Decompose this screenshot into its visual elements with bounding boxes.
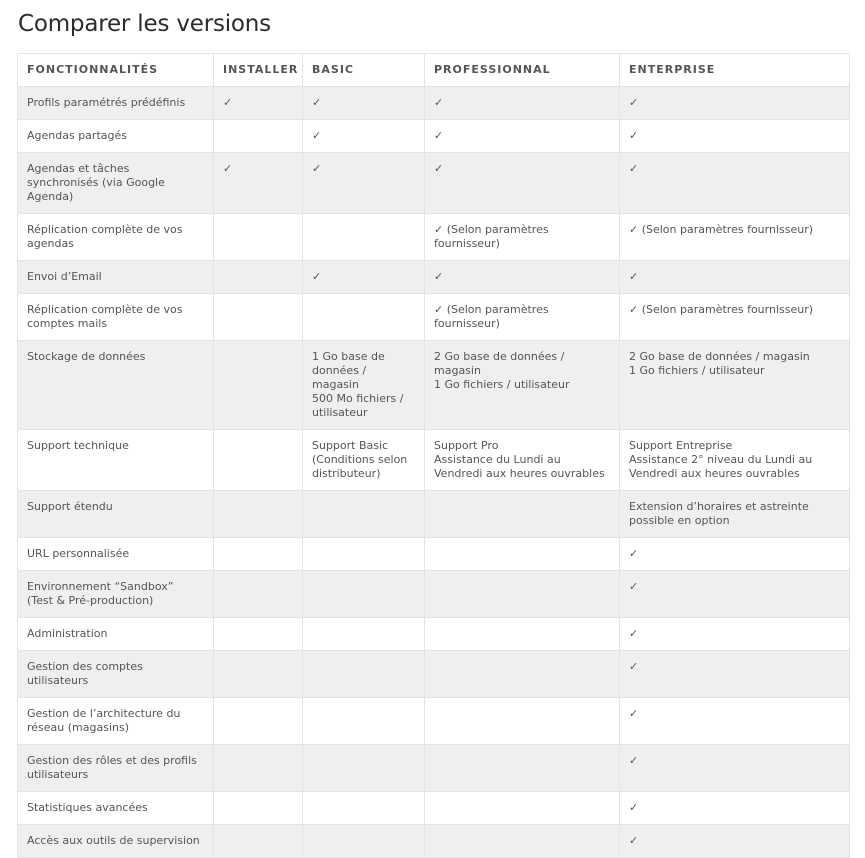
cell-professionnal — [425, 792, 620, 825]
cell-basic — [303, 571, 425, 618]
feature-label: Agendas et tâches synchronisés (via Google Agenda) — [27, 162, 165, 203]
cell-enterprise — [620, 214, 850, 261]
feature-label: Réplication complète de vos comptes mails — [27, 303, 183, 330]
cell-professionnal — [425, 745, 620, 792]
cell-feature — [18, 745, 214, 792]
check-icon: ✓ — [434, 129, 444, 142]
check-icon: ✓ — [629, 162, 639, 175]
table-row — [18, 698, 850, 745]
cell-professionnal — [425, 261, 620, 294]
feature-label: Gestion de l’architecture du réseau (magasins) — [27, 707, 181, 734]
cell-installer — [214, 153, 303, 214]
cell-installer — [214, 261, 303, 294]
cell-basic — [303, 825, 425, 858]
feature-label: Réplication complète de vos agendas — [27, 223, 183, 250]
cell-basic — [303, 153, 425, 214]
cell-value: ✓ (Selon paramètres fournisseur) — [434, 303, 549, 330]
table-row — [18, 618, 850, 651]
cell-installer — [214, 294, 303, 341]
feature-label: Support technique — [27, 439, 129, 452]
cell-feature — [18, 430, 214, 491]
feature-label: Support étendu — [27, 500, 113, 513]
cell-professionnal — [425, 153, 620, 214]
check-icon: ✓ — [223, 162, 233, 175]
cell-professionnal — [425, 825, 620, 858]
check-icon: ✓ — [312, 96, 322, 109]
check-icon: ✓ — [629, 801, 639, 814]
cell-enterprise — [620, 153, 850, 214]
cell-professionnal — [425, 214, 620, 261]
check-icon: ✓ — [312, 162, 322, 175]
cell-enterprise — [620, 87, 850, 120]
feature-label: Stockage de données — [27, 350, 146, 363]
table-header-row — [18, 54, 850, 87]
cell-feature — [18, 698, 214, 745]
cell-installer — [214, 214, 303, 261]
cell-installer — [214, 651, 303, 698]
feature-label: Administration — [27, 627, 108, 640]
check-icon: ✓ — [629, 129, 639, 142]
header-fonctionnalites: FONCTIONNALITÉS — [18, 54, 214, 87]
cell-basic — [303, 294, 425, 341]
table-row — [18, 341, 850, 430]
cell-enterprise — [620, 618, 850, 651]
check-icon: ✓ — [312, 129, 322, 142]
table-row — [18, 651, 850, 698]
check-icon: ✓ — [629, 270, 639, 283]
table-row — [18, 261, 850, 294]
cell-installer — [214, 430, 303, 491]
cell-professionnal — [425, 651, 620, 698]
cell-enterprise — [620, 341, 850, 430]
table-row — [18, 825, 850, 858]
cell-professionnal — [425, 87, 620, 120]
feature-label: Statistiques avancées — [27, 801, 148, 814]
page-title: Comparer les versions — [18, 11, 271, 37]
cell-feature — [18, 792, 214, 825]
cell-enterprise — [620, 538, 850, 571]
check-icon: ✓ — [629, 580, 639, 593]
check-icon: ✓ — [629, 547, 639, 560]
cell-professionnal — [425, 120, 620, 153]
cell-feature — [18, 214, 214, 261]
check-icon: ✓ — [629, 834, 639, 847]
cell-professionnal — [425, 571, 620, 618]
cell-installer — [214, 538, 303, 571]
table-row — [18, 87, 850, 120]
cell-enterprise — [620, 294, 850, 341]
cell-professionnal — [425, 341, 620, 430]
check-icon: ✓ — [629, 96, 639, 109]
check-icon: ✓ — [312, 270, 322, 283]
table-body — [18, 87, 850, 858]
cell-feature — [18, 651, 214, 698]
cell-basic — [303, 491, 425, 538]
cell-professionnal — [425, 698, 620, 745]
cell-feature — [18, 618, 214, 651]
cell-installer — [214, 491, 303, 538]
table-row — [18, 792, 850, 825]
cell-installer — [214, 745, 303, 792]
feature-label: Envoi d’Email — [27, 270, 102, 283]
cell-value: ✓ (Selon paramètres fournisseur) — [629, 223, 814, 236]
header-enterprise: ENTERPRISE — [620, 54, 850, 87]
cell-feature — [18, 153, 214, 214]
cell-value: Support Entreprise Assistance 2° niveau du Lundi au Vendredi aux heures ouvrables — [629, 439, 813, 480]
cell-basic — [303, 792, 425, 825]
cell-installer — [214, 120, 303, 153]
check-icon: ✓ — [223, 96, 233, 109]
table-row — [18, 538, 850, 571]
cell-basic — [303, 87, 425, 120]
cell-feature — [18, 341, 214, 430]
feature-label: Accès aux outils de supervision — [27, 834, 200, 847]
cell-professionnal — [425, 491, 620, 538]
check-icon: ✓ — [434, 162, 444, 175]
cell-feature — [18, 825, 214, 858]
feature-label: Gestion des comptes utilisateurs — [27, 660, 143, 687]
table-row — [18, 214, 850, 261]
cell-basic — [303, 698, 425, 745]
cell-enterprise — [620, 430, 850, 491]
cell-basic — [303, 430, 425, 491]
cell-value: Support Pro Assistance du Lundi au Vendredi aux heures ouvrables — [434, 439, 605, 480]
cell-value: ✓ (Selon paramètres fournisseur) — [434, 223, 549, 250]
cell-value: ✓ (Selon paramètres fournisseur) — [629, 303, 814, 316]
cell-enterprise — [620, 792, 850, 825]
table-row — [18, 120, 850, 153]
cell-enterprise — [620, 261, 850, 294]
cell-installer — [214, 341, 303, 430]
check-icon: ✓ — [434, 270, 444, 283]
cell-feature — [18, 491, 214, 538]
cell-professionnal — [425, 294, 620, 341]
cell-professionnal — [425, 618, 620, 651]
cell-professionnal — [425, 538, 620, 571]
cell-feature — [18, 87, 214, 120]
check-icon: ✓ — [629, 627, 639, 640]
cell-basic — [303, 745, 425, 792]
table-row — [18, 745, 850, 792]
cell-basic — [303, 618, 425, 651]
cell-enterprise — [620, 491, 850, 538]
cell-installer — [214, 571, 303, 618]
cell-installer — [214, 618, 303, 651]
cell-value: Support Basic (Conditions selon distributeur) — [312, 439, 408, 480]
feature-label: Agendas partagés — [27, 129, 127, 142]
cell-value: 2 Go base de données / magasin 1 Go fichiers / utilisateur — [434, 350, 570, 391]
cell-basic — [303, 651, 425, 698]
table-row — [18, 153, 850, 214]
table-row — [18, 491, 850, 538]
cell-basic — [303, 214, 425, 261]
cell-enterprise — [620, 825, 850, 858]
table-row — [18, 571, 850, 618]
feature-label: Environnement “Sandbox” (Test & Pré-production) — [27, 580, 174, 607]
feature-label: Profils paramétrés prédéfinis — [27, 96, 186, 109]
check-icon: ✓ — [629, 660, 639, 673]
cell-value: 2 Go base de données / magasin 1 Go fichiers / utilisateur — [629, 350, 810, 377]
cell-feature — [18, 120, 214, 153]
cell-feature — [18, 261, 214, 294]
cell-feature — [18, 294, 214, 341]
table-row — [18, 294, 850, 341]
cell-installer — [214, 825, 303, 858]
cell-professionnal — [425, 430, 620, 491]
cell-enterprise — [620, 120, 850, 153]
cell-enterprise — [620, 745, 850, 792]
cell-value: Extension d’horaires et astreinte possible en option — [629, 500, 809, 527]
cell-value: 1 Go base de données / magasin 500 Mo fichiers / utilisateur — [312, 350, 404, 419]
cell-enterprise — [620, 651, 850, 698]
cell-feature — [18, 571, 214, 618]
cell-installer — [214, 698, 303, 745]
cell-basic — [303, 538, 425, 571]
check-icon: ✓ — [629, 754, 639, 767]
cell-basic — [303, 120, 425, 153]
feature-label: Gestion des rôles et des profils utilisateurs — [27, 754, 197, 781]
header-professionnal: PROFESSIONNAL — [425, 54, 620, 87]
cell-feature — [18, 538, 214, 571]
check-icon: ✓ — [434, 96, 444, 109]
header-basic: BASIC — [303, 54, 425, 87]
cell-basic — [303, 261, 425, 294]
table-row — [18, 430, 850, 491]
cell-installer — [214, 792, 303, 825]
cell-enterprise — [620, 571, 850, 618]
check-icon: ✓ — [629, 707, 639, 720]
cell-installer — [214, 87, 303, 120]
comparison-table — [17, 53, 850, 858]
feature-label: URL personnalisée — [27, 547, 130, 560]
header-installer: INSTALLER — [214, 54, 303, 87]
cell-enterprise — [620, 698, 850, 745]
cell-basic — [303, 341, 425, 430]
